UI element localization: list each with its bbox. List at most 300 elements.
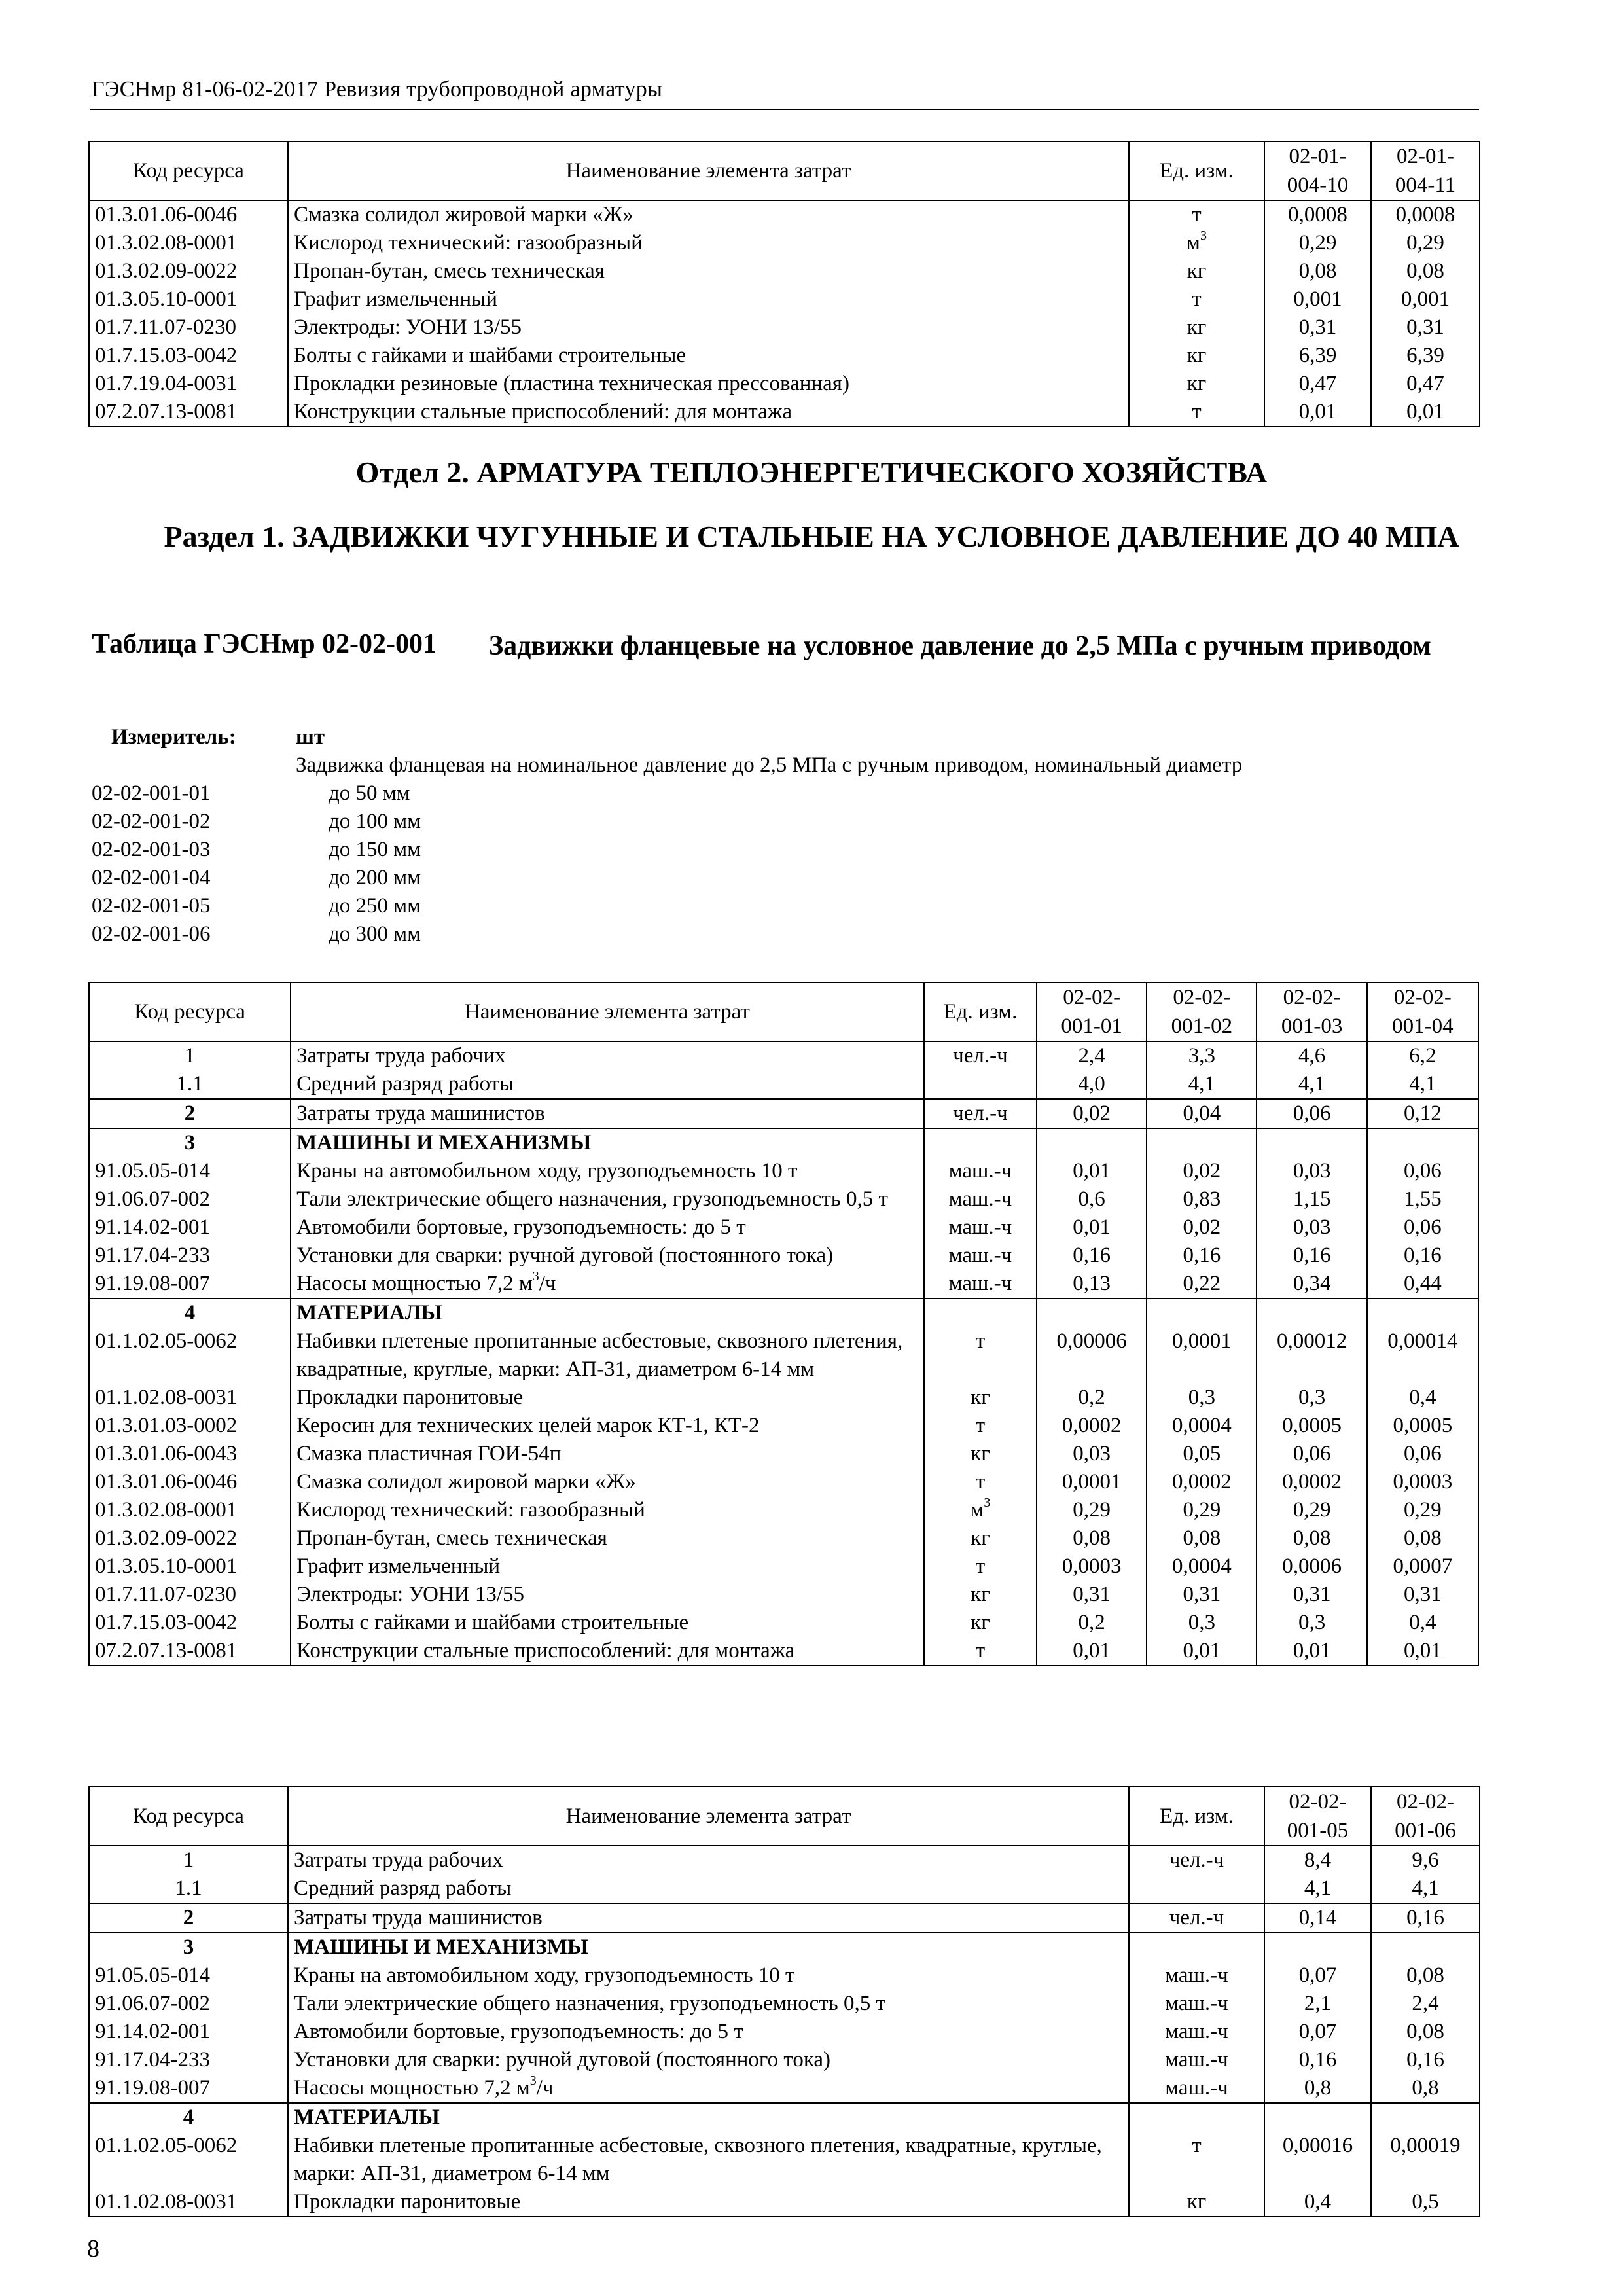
col-header-variant: 02-02- 001-02	[1147, 982, 1257, 1041]
resource-unit: $м^3$	[924, 1496, 1037, 1524]
resource-unit: чел.-ч	[1129, 1846, 1264, 1874]
resource-code: 91.05.05-014	[89, 1157, 291, 1185]
table-row	[89, 1903, 1480, 1933]
resource-value	[1371, 2103, 1480, 2132]
resource-value: 0,03	[1257, 1157, 1366, 1185]
resource-value: 0,4	[1367, 1384, 1478, 1412]
resource-value: 0,13	[1037, 1270, 1147, 1299]
resource-value: 0,06	[1367, 1440, 1478, 1468]
resource-unit: маш.-ч	[1129, 2074, 1264, 2103]
resource-value: 0,05	[1147, 1440, 1257, 1468]
variant-code: 02-02-001-02	[92, 810, 211, 833]
resource-value: 0,0007	[1367, 1552, 1478, 1581]
resource-name: Затраты труда рабочих	[291, 1041, 924, 1070]
variant-code: 02-02-001-01	[92, 781, 211, 805]
table-row	[89, 2046, 1480, 2074]
resource-value: 0,08	[1264, 257, 1371, 285]
resource-value: 0,01	[1257, 1637, 1366, 1666]
resource-value: 0,83	[1147, 1185, 1257, 1213]
resource-name: Автомобили бортовые, грузоподъемность: до 5 т	[291, 1213, 924, 1242]
resource-value: 0,29	[1264, 229, 1371, 257]
resource-value: 0,01	[1371, 398, 1480, 427]
resource-code: 91.05.05-014	[89, 1962, 288, 1990]
variant-description: до 150 мм	[329, 838, 421, 861]
resource-value	[1367, 1299, 1478, 1327]
resource-unit: т	[924, 1412, 1037, 1440]
resource-code: 01.1.02.08-0031	[89, 2188, 288, 2217]
resource-code: 01.3.01.06-0043	[89, 1440, 291, 1468]
resource-unit	[1129, 2103, 1264, 2132]
resource-code: 07.2.07.13-0081	[89, 398, 288, 427]
resource-value: 0,00006	[1037, 1327, 1147, 1384]
table-row	[89, 2103, 1480, 2132]
resource-value: 0,16	[1147, 1242, 1257, 1270]
col-header-variant: 02-02- 001-01	[1037, 982, 1147, 1041]
resource-unit: т	[924, 1327, 1037, 1384]
resource-value: 0,001	[1264, 285, 1371, 314]
table-row	[89, 1242, 1478, 1270]
resource-value: 0,0002	[1257, 1468, 1366, 1496]
table-row	[89, 1552, 1478, 1581]
resource-unit: маш.-ч	[924, 1185, 1037, 1213]
resource-value: 0,0004	[1147, 1552, 1257, 1581]
table-row	[89, 1496, 1478, 1524]
resource-code: 01.1.02.05-0062	[89, 1327, 291, 1384]
table-row	[89, 2018, 1480, 2046]
resource-name: Насосы мощностью 7,2 $м^3/ч$	[291, 1270, 924, 1299]
resource-code: 1	[89, 1846, 288, 1874]
resource-value: 0,03	[1037, 1440, 1147, 1468]
resource-code: 91.19.08-007	[89, 2074, 288, 2103]
variant-code: 02-02-001-06	[92, 922, 211, 946]
col-header-variant: 02-02- 001-03	[1257, 982, 1366, 1041]
resource-code: 01.7.15.03-0042	[89, 1609, 291, 1637]
resource-value: 0,06	[1257, 1099, 1366, 1128]
table-row	[89, 1933, 1480, 1962]
resource-value: 2,1	[1264, 1990, 1371, 2018]
resource-name: Пропан-бутан, смесь техническая	[288, 257, 1129, 285]
table-row	[89, 200, 1480, 229]
table-row	[89, 1157, 1478, 1185]
resource-name: Краны на автомобильном ходу, грузоподъемность 10 т	[291, 1157, 924, 1185]
resource-code: 3	[89, 1128, 291, 1157]
resource-unit: маш.-ч	[924, 1157, 1037, 1185]
resource-name: Краны на автомобильном ходу, грузоподъемность 10 т	[288, 1962, 1129, 1990]
variant-description: до 100 мм	[329, 810, 421, 833]
table-row	[89, 285, 1480, 314]
resource-code: 91.14.02-001	[89, 1213, 291, 1242]
resource-code: 01.3.01.06-0046	[89, 200, 288, 229]
resource-value: 0,0001	[1147, 1327, 1257, 1384]
resource-value: 0,08	[1037, 1524, 1147, 1552]
resource-code: 91.14.02-001	[89, 2018, 288, 2046]
resource-unit	[1129, 1933, 1264, 1962]
table-row	[89, 1327, 1478, 1384]
table-row	[89, 1524, 1478, 1552]
resource-value: 0,07	[1264, 2018, 1371, 2046]
variant-code: 02-02-001-04	[92, 866, 211, 889]
resource-value: 1,55	[1367, 1185, 1478, 1213]
resource-unit	[924, 1070, 1037, 1099]
resource-value: 0,3	[1147, 1384, 1257, 1412]
table-body	[89, 1846, 1480, 2217]
resource-value: 0,02	[1037, 1099, 1147, 1128]
col-header-variant: 02-02- 001-04	[1367, 982, 1478, 1041]
col-header-code: Код ресурса	[89, 982, 291, 1041]
resource-value	[1264, 2103, 1371, 2132]
resource-value: 0,00012	[1257, 1327, 1366, 1384]
resource-value: 0,4	[1367, 1609, 1478, 1637]
resource-code: 01.3.05.10-0001	[89, 1552, 291, 1581]
resource-value: 0,16	[1264, 2046, 1371, 2074]
table-row	[89, 1041, 1478, 1070]
col-header-name: Наименование элемента затрат	[288, 141, 1129, 200]
header-rule	[90, 109, 1479, 110]
resource-value: 0,29	[1037, 1496, 1147, 1524]
table-header-row	[89, 141, 1480, 200]
resource-name: Конструкции стальные приспособлений: для монтажа	[291, 1637, 924, 1666]
table-row	[89, 1468, 1478, 1496]
measure-label: Измеритель:	[111, 725, 236, 749]
resource-value: 0,16	[1037, 1242, 1147, 1270]
resource-code: 07.2.07.13-0081	[89, 1637, 291, 1666]
resource-value: 4,1	[1367, 1070, 1478, 1099]
resource-code: 01.7.11.07-0230	[89, 1581, 291, 1609]
resource-value: 8,4	[1264, 1846, 1371, 1874]
resource-name: Болты с гайками и шайбами строительные	[291, 1609, 924, 1637]
resource-value: 0,08	[1367, 1524, 1478, 1552]
resource-value: 6,39	[1264, 342, 1371, 370]
resource-value: 0,03	[1257, 1213, 1366, 1242]
resource-code: 01.1.02.08-0031	[89, 1384, 291, 1412]
resource-value	[1264, 1933, 1371, 1962]
resource-value: 4,0	[1037, 1070, 1147, 1099]
resource-code: 01.3.01.03-0002	[89, 1412, 291, 1440]
resource-name: Конструкции стальные приспособлений: для монтажа	[288, 398, 1129, 427]
resource-value: 0,8	[1371, 2074, 1480, 2103]
resource-table-continuation	[88, 141, 1480, 427]
resource-value: 0,01	[1037, 1213, 1147, 1242]
col-header-variant: 02-02- 001-06	[1371, 1787, 1480, 1846]
resource-value: 0,31	[1264, 314, 1371, 342]
resource-name: Прокладки резиновые (пластина техническая прессованная)	[288, 370, 1129, 398]
resource-unit	[1129, 1874, 1264, 1903]
resource-value: 0,16	[1371, 2046, 1480, 2074]
resource-value: 4,1	[1257, 1070, 1366, 1099]
table-row	[89, 2188, 1480, 2217]
resource-value: 0,01	[1037, 1157, 1147, 1185]
resource-value: 2,4	[1371, 1990, 1480, 2018]
resource-code: 01.3.02.08-0001	[89, 1496, 291, 1524]
resource-code: 3	[89, 1933, 288, 1962]
resource-unit: кг	[1129, 342, 1264, 370]
resource-unit: т	[1129, 285, 1264, 314]
resource-unit: кг	[1129, 2188, 1264, 2217]
resource-value: 0,04	[1147, 1099, 1257, 1128]
resource-value: 0,01	[1367, 1637, 1478, 1666]
resource-value: 0,3	[1147, 1609, 1257, 1637]
resource-value: 0,8	[1264, 2074, 1371, 2103]
resource-value: 0,6	[1037, 1185, 1147, 1213]
col-header-name: Наименование элемента затрат	[288, 1787, 1129, 1846]
resource-name: Набивки плетеные пропитанные асбестовые, сквозного плетения, квадратные, круглые, марки: АП-31, диаметром 6-14 мм	[291, 1327, 924, 1384]
resource-name: Затраты труда машинистов	[288, 1903, 1129, 1933]
resource-unit: кг	[924, 1384, 1037, 1412]
table-row	[89, 1846, 1480, 1874]
table-row	[89, 1440, 1478, 1468]
measure-description: Задвижка фланцевая на номинальное давление до 2,5 МПа с ручным приводом, номинальный диаметр	[296, 753, 1243, 777]
resource-code: 01.7.19.04-0031	[89, 370, 288, 398]
resource-code: 2	[89, 1099, 291, 1128]
resource-value: 0,0005	[1367, 1412, 1478, 1440]
resource-value: 0,0002	[1147, 1468, 1257, 1496]
resource-value: 0,4	[1264, 2188, 1371, 2217]
col-header-name: Наименование элемента затрат	[291, 982, 924, 1041]
table-row	[89, 1099, 1478, 1128]
resource-value: 0,16	[1257, 1242, 1366, 1270]
resource-value: 0,14	[1264, 1903, 1371, 1933]
resource-unit: маш.-ч	[924, 1213, 1037, 1242]
col-header-code: Код ресурса	[89, 1787, 288, 1846]
resource-value: 0,22	[1147, 1270, 1257, 1299]
table-row	[89, 1874, 1480, 1903]
table-row	[89, 1299, 1478, 1327]
resource-name: Прокладки паронитовые	[288, 2188, 1129, 2217]
table-header-row	[89, 1787, 1480, 1846]
resource-value: 0,08	[1371, 2018, 1480, 2046]
resource-value: 4,1	[1264, 1874, 1371, 1903]
resource-name: МАТЕРИАЛЫ	[291, 1299, 924, 1327]
table-row	[89, 314, 1480, 342]
resource-value: 0,0008	[1371, 200, 1480, 229]
resource-value: 0,34	[1257, 1270, 1366, 1299]
resource-unit: чел.-ч	[924, 1041, 1037, 1070]
col-header-variant: 02-01- 004-11	[1371, 141, 1480, 200]
resource-name: Графит измельченный	[291, 1552, 924, 1581]
resource-value: 0,00016	[1264, 2132, 1371, 2188]
resource-value: 0,0004	[1147, 1412, 1257, 1440]
table-label: Таблица ГЭСНмр 02-02-001	[92, 629, 437, 659]
resource-value: 0,31	[1257, 1581, 1366, 1609]
resource-value: 0,02	[1147, 1157, 1257, 1185]
resource-name: Установки для сварки: ручной дуговой (постоянного тока)	[291, 1242, 924, 1270]
resource-unit: т	[924, 1552, 1037, 1581]
resource-value: 0,29	[1367, 1496, 1478, 1524]
table-body	[89, 200, 1480, 427]
table-header-row	[89, 982, 1478, 1041]
resource-value: 0,44	[1367, 1270, 1478, 1299]
resource-unit: чел.-ч	[1129, 1903, 1264, 1933]
resource-code: 91.06.07-002	[89, 1185, 291, 1213]
resource-value: 0,0003	[1367, 1468, 1478, 1496]
resource-value: 0,06	[1367, 1157, 1478, 1185]
resource-value: 0,01	[1147, 1637, 1257, 1666]
resource-name: Затраты труда рабочих	[288, 1846, 1129, 1874]
resource-code: 01.3.05.10-0001	[89, 285, 288, 314]
resource-value: 0,3	[1257, 1609, 1366, 1637]
resource-unit: кг	[924, 1524, 1037, 1552]
resource-code: 91.06.07-002	[89, 1990, 288, 2018]
table-row	[89, 229, 1480, 257]
resource-name: Набивки плетеные пропитанные асбестовые, сквозного плетения, квадратные, круглые, марки: АП-31, диаметром 6-14 мм	[288, 2132, 1129, 2188]
table-row	[89, 1962, 1480, 1990]
resource-value: 6,2	[1367, 1041, 1478, 1070]
resource-value	[1037, 1128, 1147, 1157]
resource-value: 0,07	[1264, 1962, 1371, 1990]
resource-value: 0,12	[1367, 1099, 1478, 1128]
resource-unit: маш.-ч	[1129, 2018, 1264, 2046]
col-header-code: Код ресурса	[89, 141, 288, 200]
resource-name: Керосин для технических целей марок КТ-1, КТ-2	[291, 1412, 924, 1440]
resource-unit	[924, 1128, 1037, 1157]
resource-name: Средний разряд работы	[288, 1874, 1129, 1903]
resource-name: Болты с гайками и шайбами строительные	[288, 342, 1129, 370]
resource-code: 4	[89, 2103, 288, 2132]
resource-unit: т	[1129, 2132, 1264, 2188]
subsection-heading: Раздел 1. ЗАДВИЖКИ ЧУГУННЫЕ И СТАЛЬНЫЕ НА УСЛОВНОЕ ДАВЛЕНИЕ ДО 40 МПА	[164, 520, 1459, 553]
resource-unit: кг	[1129, 370, 1264, 398]
resource-name: МАТЕРИАЛЫ	[288, 2103, 1129, 2132]
running-header: ГЭСНмр 81-06-02-2017 Ревизия трубопроводной арматуры	[92, 77, 663, 101]
resource-value: 4,1	[1371, 1874, 1480, 1903]
resource-name: Автомобили бортовые, грузоподъемность: до 5 т	[288, 2018, 1129, 2046]
resource-value: 0,29	[1257, 1496, 1366, 1524]
resource-value: 1,15	[1257, 1185, 1366, 1213]
resource-value: 0,31	[1037, 1581, 1147, 1609]
resource-code: 01.7.15.03-0042	[89, 342, 288, 370]
resource-name: Графит измельченный	[288, 285, 1129, 314]
resource-code: 01.3.02.08-0001	[89, 229, 288, 257]
table-row	[89, 1070, 1478, 1099]
table-row	[89, 1990, 1480, 2018]
resource-value: 0,00019	[1371, 2132, 1480, 2188]
resource-unit	[924, 1299, 1037, 1327]
table-row	[89, 1128, 1478, 1157]
resource-name: Установки для сварки: ручной дуговой (постоянного тока)	[288, 2046, 1129, 2074]
resource-name: Электроды: УОНИ 13/55	[291, 1581, 924, 1609]
col-header-unit: Ед. изм.	[1129, 1787, 1264, 1846]
resource-value: 0,5	[1371, 2188, 1480, 2217]
resource-code: 4	[89, 1299, 291, 1327]
resource-value: 0,2	[1037, 1609, 1147, 1637]
resource-table-main	[88, 982, 1479, 1666]
resource-name: МАШИНЫ И МЕХАНИЗМЫ	[288, 1933, 1129, 1962]
resource-code: 01.3.02.09-0022	[89, 1524, 291, 1552]
table-body	[89, 1041, 1478, 1666]
resource-value: 0,08	[1257, 1524, 1366, 1552]
resource-value	[1147, 1299, 1257, 1327]
resource-value: 0,0002	[1037, 1412, 1147, 1440]
table-title: Задвижки фланцевые на условное давление до 2,5 МПа с ручным приводом	[489, 631, 1431, 661]
resource-code: 91.17.04-233	[89, 2046, 288, 2074]
resource-name: Тали электрические общего назначения, грузоподъемность 0,5 т	[291, 1185, 924, 1213]
resource-unit: кг	[924, 1440, 1037, 1468]
resource-name: Насосы мощностью 7,2 $м^3/ч$	[288, 2074, 1129, 2103]
resource-unit: маш.-ч	[1129, 1962, 1264, 1990]
resource-value: 0,08	[1371, 257, 1480, 285]
table-row	[89, 2074, 1480, 2103]
resource-value: 0,31	[1147, 1581, 1257, 1609]
resource-value: 0,06	[1367, 1213, 1478, 1242]
resource-table-continued	[88, 1786, 1480, 2217]
resource-unit: т	[1129, 398, 1264, 427]
variant-description: до 250 мм	[329, 894, 421, 918]
resource-unit: кг	[1129, 257, 1264, 285]
resource-unit: маш.-ч	[1129, 2046, 1264, 2074]
resource-value: 0,0005	[1257, 1412, 1366, 1440]
resource-unit: маш.-ч	[1129, 1990, 1264, 2018]
table-row	[89, 1412, 1478, 1440]
resource-value: 0,08	[1371, 1962, 1480, 1990]
variant-code: 02-02-001-03	[92, 838, 211, 861]
variant-code: 02-02-001-05	[92, 894, 211, 918]
table-row	[89, 1270, 1478, 1299]
table-row	[89, 398, 1480, 427]
resource-value: 0,47	[1264, 370, 1371, 398]
table-row	[89, 342, 1480, 370]
resource-value	[1037, 1299, 1147, 1327]
measure-unit: шт	[296, 725, 325, 749]
col-header-unit: Ед. изм.	[924, 982, 1037, 1041]
resource-name: Кислород технический: газообразный	[288, 229, 1129, 257]
resource-name: Пропан-бутан, смесь техническая	[291, 1524, 924, 1552]
table-row	[89, 1637, 1478, 1666]
resource-value: 0,0003	[1037, 1552, 1147, 1581]
resource-code: 1.1	[89, 1874, 288, 1903]
resource-code: 91.19.08-007	[89, 1270, 291, 1299]
resource-value	[1367, 1128, 1478, 1157]
resource-value: 0,0006	[1257, 1552, 1366, 1581]
col-header-variant: 02-01- 004-10	[1264, 141, 1371, 200]
variant-description: до 300 мм	[329, 922, 421, 946]
resource-code: 2	[89, 1903, 288, 1933]
resource-value: 2,4	[1037, 1041, 1147, 1070]
col-header-variant: 02-02- 001-05	[1264, 1787, 1371, 1846]
resource-name: Электроды: УОНИ 13/55	[288, 314, 1129, 342]
resource-value: 0,16	[1367, 1242, 1478, 1270]
resource-unit: $м^3$	[1129, 229, 1264, 257]
resource-name: Тали электрические общего назначения, грузоподъемность 0,5 т	[288, 1990, 1129, 2018]
resource-value: 6,39	[1371, 342, 1480, 370]
resource-value: 0,08	[1147, 1524, 1257, 1552]
resource-name: Средний разряд работы	[291, 1070, 924, 1099]
resource-value: 0,3	[1257, 1384, 1366, 1412]
resource-name: Кислород технический: газообразный	[291, 1496, 924, 1524]
resource-name: Затраты труда машинистов	[291, 1099, 924, 1128]
variant-description: до 200 мм	[329, 866, 421, 889]
resource-value: 0,2	[1037, 1384, 1147, 1412]
resource-unit: т	[1129, 200, 1264, 229]
resource-value: 3,3	[1147, 1041, 1257, 1070]
resource-value: 0,06	[1257, 1440, 1366, 1468]
table-row	[89, 1384, 1478, 1412]
table-row	[89, 1213, 1478, 1242]
resource-value: 0,31	[1371, 314, 1480, 342]
resource-value: 0,01	[1037, 1637, 1147, 1666]
resource-value: 9,6	[1371, 1846, 1480, 1874]
resource-value: 0,31	[1367, 1581, 1478, 1609]
page-number: 8	[87, 2235, 99, 2263]
resource-code: 91.17.04-233	[89, 1242, 291, 1270]
resource-unit: маш.-ч	[924, 1270, 1037, 1299]
resource-value	[1257, 1128, 1366, 1157]
resource-unit: чел.-ч	[924, 1099, 1037, 1128]
resource-value	[1257, 1299, 1366, 1327]
resource-value: 0,29	[1147, 1496, 1257, 1524]
resource-unit: кг	[924, 1609, 1037, 1637]
resource-name: МАШИНЫ И МЕХАНИЗМЫ	[291, 1128, 924, 1157]
table-row	[89, 1609, 1478, 1637]
